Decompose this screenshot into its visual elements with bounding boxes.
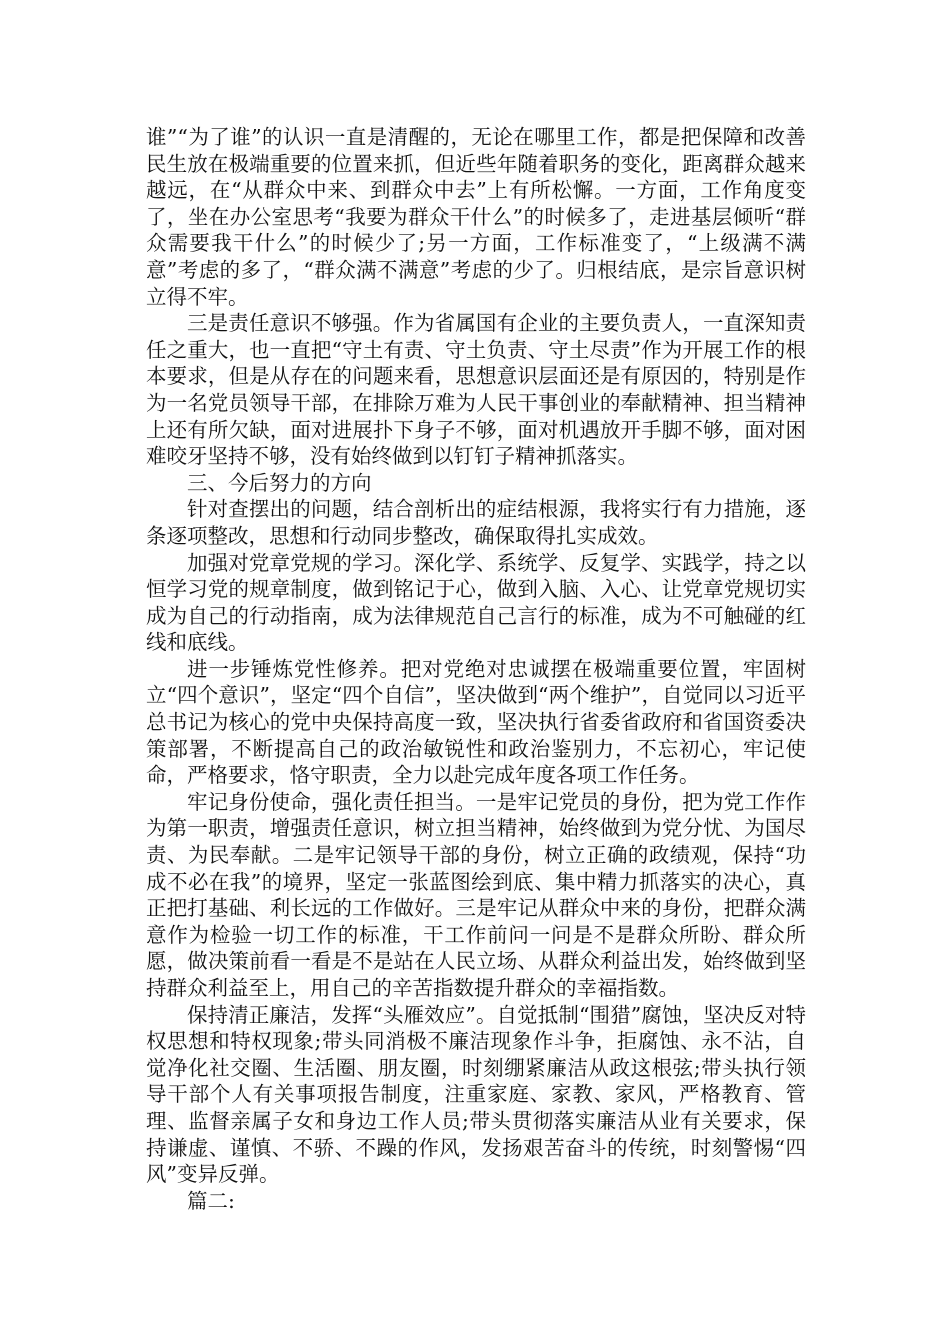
paragraph-6: 进一步锤炼党性修养。把对党绝对忠诚摆在极端重要位置，牢固树立“四个意识”，坚定“四个自信”，坚决做到“两个维护”，自觉同以习近平总书记为核心的党中央保持高度一致，坚决执行省委省政府和省国资委决策部署，不断提高自己的政治敏锐性和政治鉴别力，不忘初心，牢记使命，严格要求，恪守职责，全力以赴完成年度各项工作任务。 — [146, 656, 806, 788]
part-two-heading: 篇二: — [187, 1188, 235, 1213]
document-body — [146, 124, 806, 1214]
paragraph-4: 针对查摆出的问题，结合剖析出的症结根源，我将实行有力措施，逐条逐项整改，思想和行动同步整改，确保取得扎实成效。 — [146, 497, 806, 548]
paragraph-1: 谁”“为了谁”的认识一直是清醒的，无论在哪里工作，都是把保障和改善民生放在极端重要的位置来抓，但近些年随着职务的变化，距离群众越来越远，在“从群众中来、到群众中去”上有所松懈。一方面，工作角度变了，坐在办公室思考“我要为群众干什么”的时候多了，走进基层倾听“群众需要我干什么”的时候少了;另一方面，工作标准变了，“上级满不满意”考虑的多了，“群众满不满意”考虑的少了。归根结底，是宗旨意识树立得不牢。 — [146, 125, 806, 309]
paragraph-2: 三是责任意识不够强。作为省属国有企业的主要负责人，一直深知责任之重大，也一直把“守土有责、守土负责、守土尽责”作为开展工作的根本要求，但是从存在的问题来看，思想意识层面还是有原因的，特别是作为一名党员领导干部，在排除万难为人民干事创业的奉献精神、担当精神上还有所欠缺，面对进展扑下身子不够，面对机遇放开手脚不够，面对困难咬牙坚持不够，没有始终做到以钉钉子精神抓落实。 — [146, 311, 806, 469]
section-heading: 三、今后努力的方向 — [187, 470, 372, 495]
paragraph-5: 加强对党章党规的学习。深化学、系统学、反复学、实践学，持之以恒学习党的规章制度，做到铭记于心，做到入脑、入心、让党章党规切实成为自己的行动指南，成为法律规范自己言行的标准，成为不可触碰的红线和底线。 — [146, 550, 806, 655]
paragraph-8: 保持清正廉洁，发挥“头雁效应”。自觉抵制“围猎”腐蚀，坚决反对特权思想和特权现象;带头同消极不廉洁现象作斗争，拒腐蚀、永不沾，自觉净化社交圈、生活圈、朋友圈，时刻绷紧廉洁从政这根弦;带头执行领导干部个人有关事项报告制度，注重家庭、家教、家风，严格教育、管理、监督亲属子女和身边工作人员;带头贯彻落实廉洁从业有关要求，保持谦虚、谨慎、不骄、不躁的作风，发扬艰苦奋斗的传统，时刻警惕“四风”变异反弹。 — [146, 1002, 806, 1187]
paragraph-7: 牢记身份使命，强化责任担当。一是牢记党员的身份，把为党工作作为第一职责，增强责任意识，树立担当精神，始终做到为党分忧、为国尽责、为民奉献。二是牢记领导干部的身份，树立正确的政绩观，保持“功成不必在我”的境界，坚定一张蓝图绘到底、集中精力抓落实的决心，真正把打基础、利长远的工作做好。三是牢记从群众中来的身份，把群众满意作为检验一切工作的标准，干工作前问一问是不是群众所盼、群众所愿，做决策前看一看是不是站在人民立场、从群众利益出发，始终做到坚持群众利益至上，用自己的辛苦指数提升群众的幸福指数。 — [146, 789, 806, 1000]
